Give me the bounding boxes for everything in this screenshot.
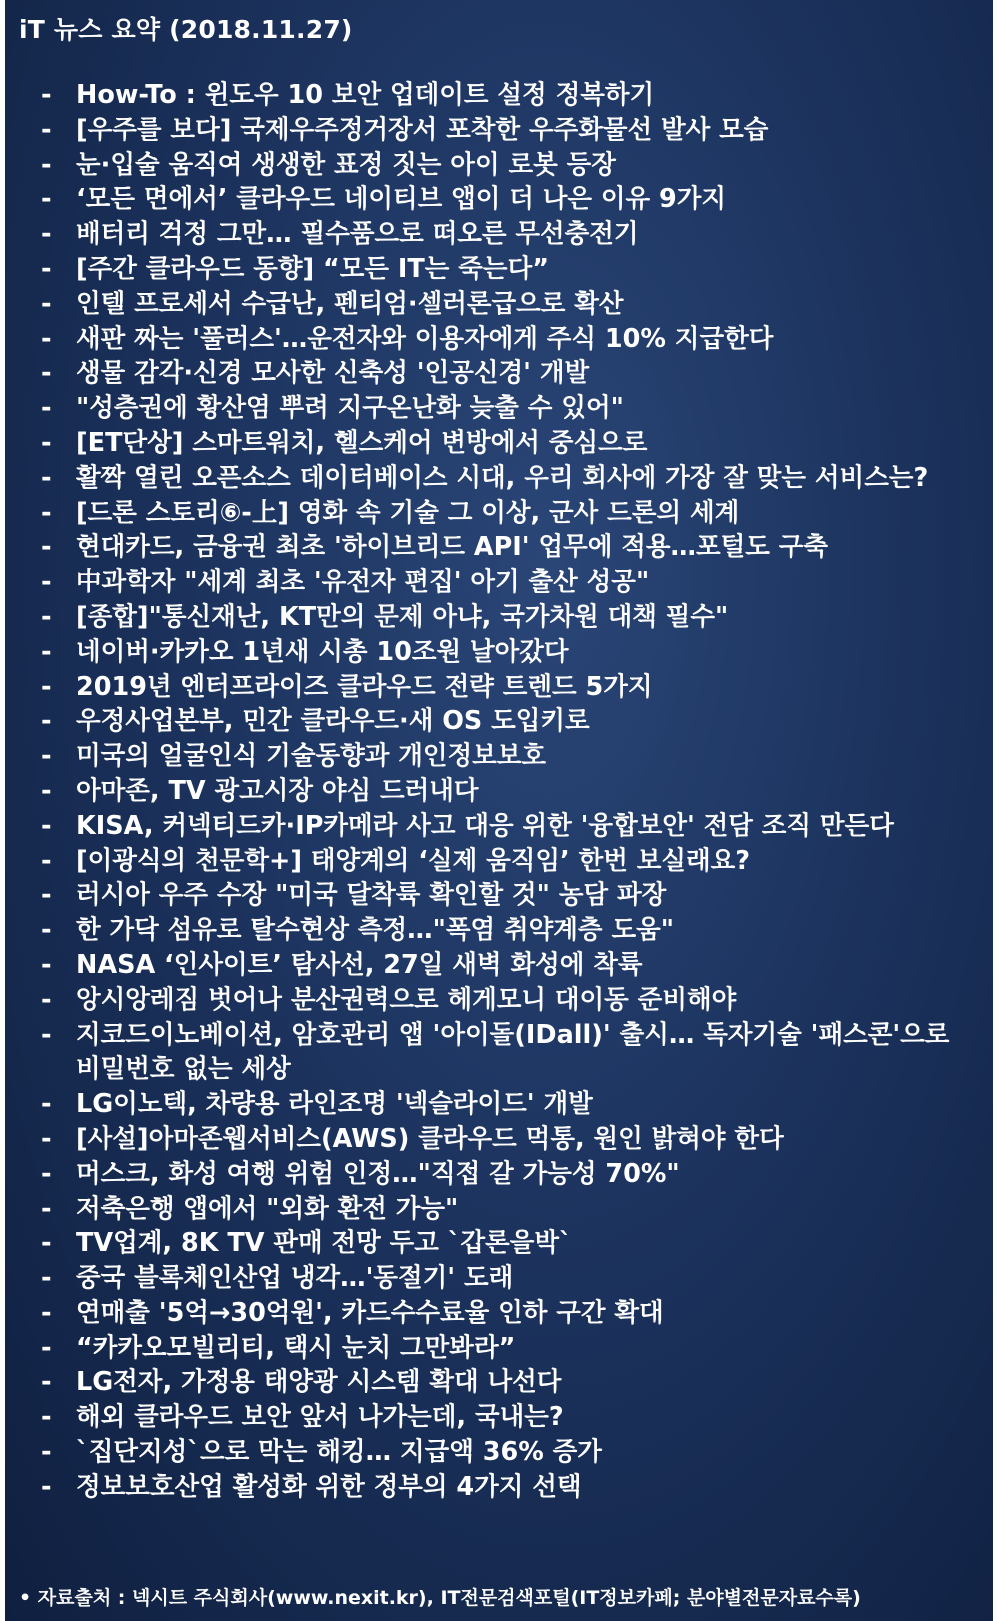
list-item <box>21 913 977 948</box>
list-item <box>21 530 977 565</box>
bullet-dash: - <box>41 706 52 737</box>
news-summary-slide <box>5 0 993 1621</box>
news-headline: 중국 블록체인산업 냉각…'동절기' 도래 <box>76 1263 514 1294</box>
news-headline: [드론 스토리⑥-上] 영화 속 기술 그 이상, 군사 드론의 세계 <box>76 497 740 528</box>
news-headline: [이광식의 천문학+] 태양계의 ‘실제 움직임’ 한번 보실래요? <box>76 845 751 876</box>
news-headline: [ET단상] 스마트워치, 헬스케어 변방에서 중심으로 <box>76 427 648 458</box>
bullet-dash: - <box>41 1402 52 1433</box>
list-item <box>21 287 977 322</box>
list-item <box>21 78 977 113</box>
news-headline: 생물 감각·신경 모사한 신축성 '인공신경' 개발 <box>76 358 590 389</box>
bullet-dash: - <box>41 915 52 946</box>
list-item <box>21 426 977 461</box>
news-headline: 지코드이노베이션, 암호관리 앱 '아이돌(IDall)' 출시… 독자기술 '패스콘'으로 비밀번호 없는 세상 <box>76 1019 950 1085</box>
list-item <box>21 948 977 983</box>
news-headline: 네이버·카카오 1년새 시총 10조원 날아갔다 <box>76 636 569 667</box>
news-headline: 배터리 걱정 그만… 필수품으로 떠오른 무선충전기 <box>76 219 639 250</box>
bullet-dash: - <box>41 1228 52 1259</box>
list-item <box>21 1400 977 1435</box>
list-item <box>21 1261 977 1296</box>
bullet-dash: - <box>41 845 52 876</box>
news-headline: 눈·입술 움직여 생생한 표정 짓는 아이 로봇 등장 <box>76 149 616 180</box>
bullet-dash: - <box>41 288 52 319</box>
news-headline: 한 가닥 섬유로 탈수현상 측정…"폭염 취약계층 도움" <box>76 915 674 946</box>
news-headline: 새판 짜는 '풀러스'…운전자와 이용자에게 주식 10% 지급한다 <box>76 323 774 354</box>
bullet-dash: - <box>41 741 52 772</box>
bullet-dash: - <box>41 1332 52 1363</box>
news-headline: 연매출 '5억→30억원', 카드수수료율 인하 구간 확대 <box>76 1297 664 1328</box>
news-headline: 인텔 프로세서 수급난, 펜티엄·셀러론급으로 확산 <box>76 288 624 319</box>
list-item <box>21 809 977 844</box>
list-item <box>21 1192 977 1227</box>
list-item <box>21 1435 977 1470</box>
news-headline: 해외 클라우드 보안 앞서 나가는데, 국내는? <box>76 1402 564 1433</box>
bullet-dash: - <box>41 1471 52 1502</box>
bullet-dash: - <box>41 323 52 354</box>
list-item <box>21 217 977 252</box>
list-item <box>21 322 977 357</box>
bullet-dash: - <box>41 149 52 180</box>
news-headline: 러시아 우주 수장 "미국 달착륙 확인할 것" 농담 파장 <box>76 880 667 911</box>
list-item <box>21 1157 977 1192</box>
news-headline: 현대카드, 금융권 최초 '하이브리드 API' 업무에 적용…포털도 구축 <box>76 532 829 563</box>
news-headline: How-To : 윈도우 10 보안 업데이트 설정 정복하기 <box>76 80 655 110</box>
bullet-dash: - <box>41 810 52 841</box>
bullet-dash: - <box>41 358 52 389</box>
page-title: iT 뉴스 요약 (2018.11.27) <box>19 15 353 44</box>
news-headline: [우주를 보다] 국제우주정거장서 포착한 우주화물선 발사 모습 <box>76 114 769 145</box>
bullet-dash: - <box>41 114 52 145</box>
bullet-dash: - <box>41 636 52 667</box>
bullet-dash: - <box>41 219 52 250</box>
list-item <box>21 670 977 705</box>
source-credit: • 자료출처 : 넥시트 주식회사(www.nexit.kr), IT전문검색포털(IT정보카페; 분야별전문자료수록) <box>19 1587 861 1609</box>
news-list <box>21 78 977 1505</box>
bullet-dash: - <box>41 462 52 493</box>
news-headline: `집단지성`으로 막는 해킹… 지급액 36% 증가 <box>76 1437 602 1468</box>
list-item <box>21 1018 977 1088</box>
bullet-dash: - <box>41 1158 52 1189</box>
bullet-dash: - <box>41 880 52 911</box>
bullet-dash: - <box>41 532 52 563</box>
list-item <box>21 1296 977 1331</box>
list-item <box>21 391 977 426</box>
bullet-dash: - <box>41 1263 52 1294</box>
list-item <box>21 1470 977 1505</box>
list-item <box>21 600 977 635</box>
list-item <box>21 774 977 809</box>
news-headline: ‘모든 면에서’ 클라우드 네이티브 앱이 더 나은 이유 9가지 <box>76 184 727 215</box>
news-headline: 머스크, 화성 여행 위험 인정…"직접 갈 가능성 70%" <box>76 1158 680 1189</box>
bullet-dash: - <box>41 671 52 702</box>
bullet-dash: - <box>41 775 52 806</box>
list-item <box>21 148 977 183</box>
news-headline: "성층권에 황산염 뿌려 지구온난화 늦출 수 있어" <box>76 393 624 424</box>
list-item <box>21 844 977 879</box>
list-item <box>21 356 977 391</box>
list-item <box>21 565 977 600</box>
news-headline: 정보보호산업 활성화 위한 정부의 4가지 선택 <box>76 1471 582 1502</box>
news-headline: TV업계, 8K TV 판매 전망 두고 `갑론을박` <box>76 1228 572 1259</box>
bullet-dash: - <box>41 601 52 632</box>
news-headline: 미국의 얼굴인식 기술동향과 개인정보보호 <box>76 741 547 772</box>
list-item <box>21 635 977 670</box>
list-item <box>21 983 977 1018</box>
list-item <box>21 1331 977 1366</box>
list-item <box>21 182 977 217</box>
bullet-dash: - <box>41 1437 52 1468</box>
bullet-dash: - <box>41 1123 52 1154</box>
news-headline: LG전자, 가정용 태양광 시스템 확대 나선다 <box>76 1367 562 1398</box>
news-headline: 우정사업본부, 민간 클라우드·새 OS 도입키로 <box>76 706 590 737</box>
news-headline: “카카오모빌리티, 택시 눈치 그만봐라” <box>76 1332 516 1363</box>
list-item <box>21 1122 977 1157</box>
list-item <box>21 878 977 913</box>
bullet-dash: - <box>41 184 52 215</box>
bullet-dash: - <box>41 1297 52 1328</box>
news-headline: [주간 클라우드 동향] “모든 IT는 죽는다” <box>76 253 549 284</box>
bullet-dash: - <box>41 1367 52 1398</box>
bullet-dash: - <box>41 984 52 1015</box>
bullet-dash: - <box>41 427 52 458</box>
list-item <box>21 704 977 739</box>
news-headline: [사설]아마존웹서비스(AWS) 클라우드 먹통, 원인 밝혀야 한다 <box>76 1123 784 1154</box>
bullet-dash: - <box>41 949 52 980</box>
list-item <box>21 1087 977 1122</box>
news-headline: 中과학자 "세계 최초 '유전자 편집' 아기 출산 성공" <box>76 567 650 598</box>
news-headline: 2019년 엔터프라이즈 클라우드 전략 트렌드 5가지 <box>76 671 653 702</box>
news-headline: NASA ‘인사이트’ 탐사선, 27일 새벽 화성에 착륙 <box>76 949 643 980</box>
list-item <box>21 739 977 774</box>
bullet-dash: - <box>41 393 52 424</box>
news-headline: LG이노텍, 차량용 라인조명 '넥슬라이드' 개발 <box>76 1089 593 1120</box>
news-headline: KISA, 커넥티드카·IP카메라 사고 대응 위한 '융합보안' 전담 조직 만든다 <box>76 810 894 841</box>
list-item <box>21 1365 977 1400</box>
bullet-dash: - <box>41 1193 52 1224</box>
bullet-dash: - <box>41 253 52 284</box>
bullet-dash: - <box>41 1019 52 1050</box>
news-headline: 아마존, TV 광고시장 야심 드러내다 <box>76 775 479 806</box>
bullet-dash: - <box>41 567 52 598</box>
list-item <box>21 1226 977 1261</box>
list-item <box>21 496 977 531</box>
news-headline: 저축은행 앱에서 "외화 환전 가능" <box>76 1193 459 1224</box>
bullet-dash: - <box>41 80 52 110</box>
list-item <box>21 113 977 148</box>
news-headline: 앙시앙레짐 벗어나 분산권력으로 헤게모니 대이동 준비해야 <box>76 984 737 1015</box>
bullet-dash: - <box>41 1089 52 1120</box>
news-headline: [종합]"통신재난, KT만의 문제 아냐, 국가차원 대책 필수" <box>76 601 729 632</box>
news-headline: 활짝 열린 오픈소스 데이터베이스 시대, 우리 회사에 가장 잘 맞는 서비스는? <box>76 462 929 493</box>
bullet-dash: - <box>41 497 52 528</box>
list-item <box>21 252 977 287</box>
list-item <box>21 461 977 496</box>
